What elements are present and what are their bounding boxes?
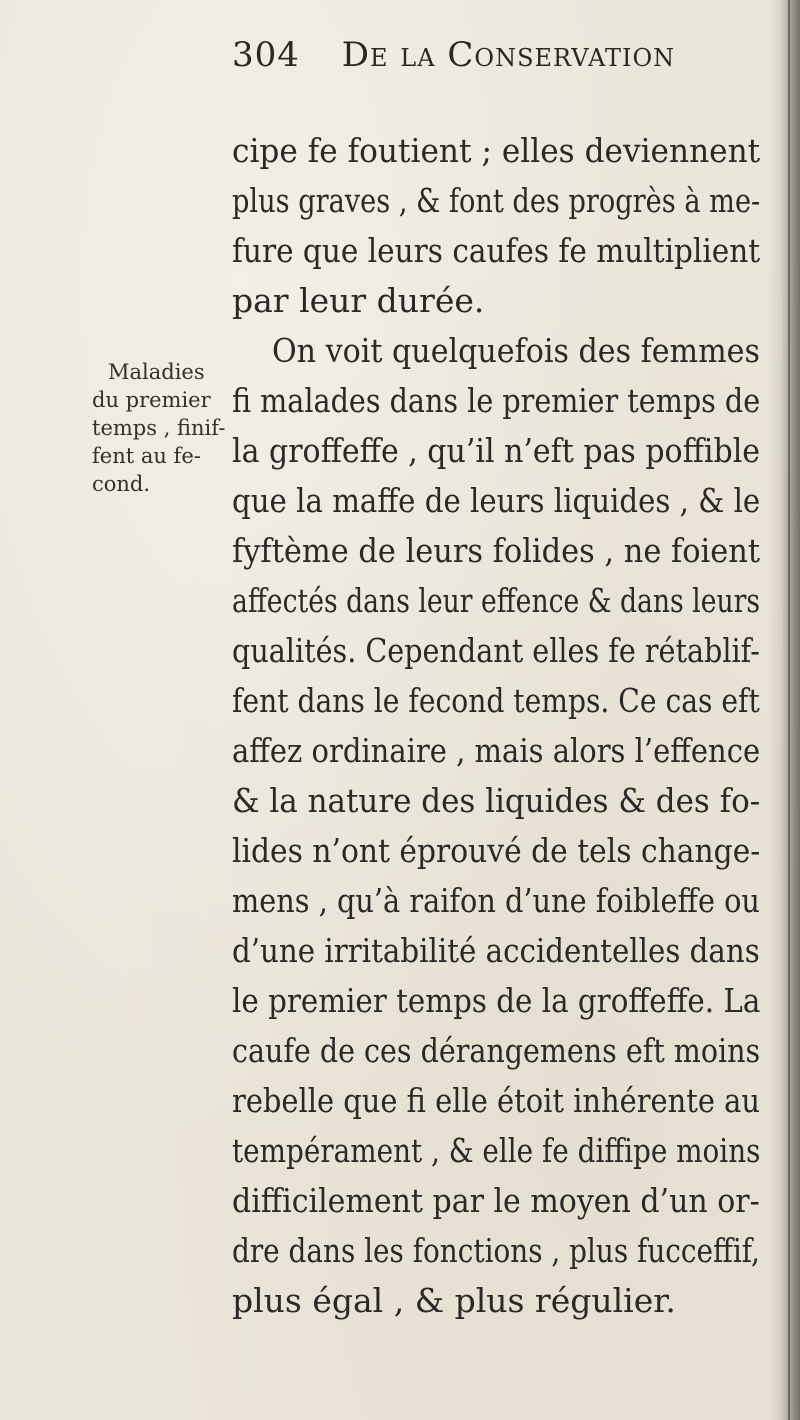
marginal-note-line: du premier <box>92 388 211 412</box>
text-line: rebelle que fi elle étoit inhérente au <box>232 1081 760 1120</box>
text-line: d’une irritabilité accidentelles dans <box>232 931 760 970</box>
text-line: fyftème de leurs folides , ne foient <box>232 531 761 570</box>
text-line: que la maffe de leurs liquides , & le <box>232 481 761 520</box>
text-line: par leur durée. <box>232 281 485 320</box>
text-line: affectés dans leur effence & dans leurs <box>232 581 761 620</box>
text-line: mens , qu’à raifon d’une foibleffe ou <box>232 881 760 920</box>
text-line: fi malades dans le premier temps de <box>232 381 761 420</box>
text-line: tempérament , & elle fe diffipe moins <box>232 1131 761 1170</box>
text-line: fure que leurs caufes fe multiplient <box>232 231 761 270</box>
text-line: On voit quelquefois des femmes <box>272 331 760 370</box>
running-head <box>232 35 675 75</box>
marginal-note-line: temps , finif- <box>92 416 226 440</box>
text-line: le premier temps de la groffeffe. La <box>232 981 761 1020</box>
text-line: plus graves , & font des progrès à me- <box>232 181 761 220</box>
marginal-note-line: fent au fe- <box>92 444 201 468</box>
text-line: plus égal , & plus régulier. <box>232 1281 676 1320</box>
text-line: caufe de ces dérangemens eft moins <box>232 1031 761 1070</box>
marginal-note-line: cond. <box>92 472 151 496</box>
text-line: affez ordinaire , mais alors l’effence <box>232 731 761 770</box>
marginal-note-line: Maladies <box>108 360 205 384</box>
text-line: fent dans le fecond temps. Ce cas eft <box>232 681 760 720</box>
page-number: 304 <box>232 35 300 75</box>
text-line: & la nature des liquides & des fo- <box>232 781 761 820</box>
text-line: dre dans les fonctions , plus fucceffif, <box>232 1231 760 1270</box>
running-title: De la Conservation <box>341 35 676 75</box>
text-line: difficilement par le moyen d’un or- <box>232 1181 760 1220</box>
text-line: cipe fe foutient ; elles deviennent <box>232 131 761 170</box>
text-line: la groffeffe , qu’il n’eft pas poffible <box>232 431 761 470</box>
body-text <box>0 100 800 1360</box>
text-line: qualités. Cependant elles fe rétablif- <box>232 631 760 670</box>
text-line: lides n’ont éprouvé de tels change- <box>232 831 761 870</box>
